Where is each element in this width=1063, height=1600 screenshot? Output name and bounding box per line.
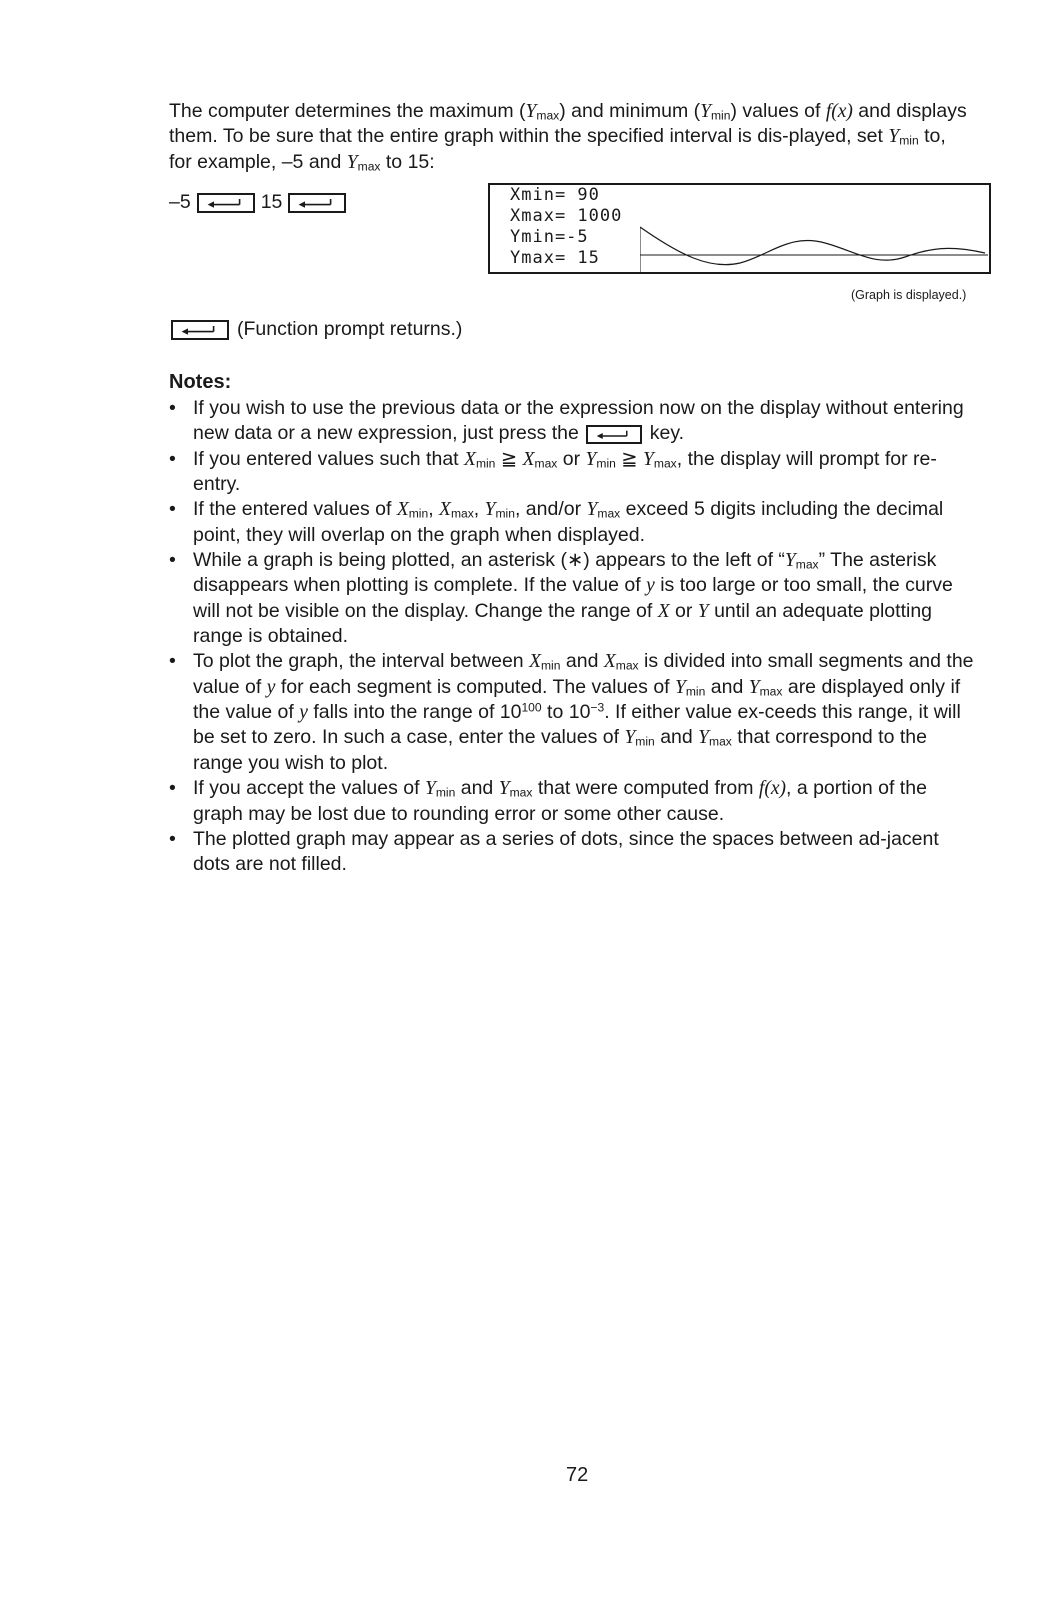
note-item: • While a graph is being plotted, an asterisk (∗) appears to the left of “$Y_{max}$” The asterisk disappears when plotting is complete. If the value of y is too large or too small, the curve will not be visible on the display. Change the range of X or Y until an adequate plotting range is obtained. <box>169 548 979 649</box>
note-item: • To plot the graph, the interval between $X_{min}$ and $X_{max}$ is divided into small segments and the value of y for each segment is computed. The values of $Y_{min}$ and $Y_{max}$ are displayed only if the value of y falls into the range of $10^{100}$ to $10^{-3}$. If either value ex-ceeds this range, it will be set to zero. In such a case, enter the values of $Y_{min}$ and $Y_{max}$ that correspond to the range you wish to plot. <box>169 649 979 776</box>
page-number: 72 <box>566 1464 589 1486</box>
prompt-text: (Function prompt returns.) <box>237 318 463 340</box>
enter-key-icon <box>171 320 229 340</box>
prompt-line <box>169 317 462 342</box>
enter-key-icon <box>197 193 255 213</box>
note-item: • The plotted graph may appear as a series of dots, since the spaces between ad-jacent dots are not filled. <box>169 827 979 878</box>
key-value-ymin: –5 <box>169 191 191 213</box>
enter-key-icon <box>288 193 346 213</box>
notes-heading: Notes: <box>169 371 232 393</box>
display-range-values: Xmin= 90 Xmax= 1000 Ymin=-5 Ymax= 15 <box>510 185 623 268</box>
key-sequence <box>169 190 348 215</box>
calculator-display <box>488 183 991 274</box>
notes-list <box>169 396 979 878</box>
enter-key-icon <box>586 425 642 444</box>
function-graph <box>640 185 990 273</box>
note-item: • If you entered values such that $X_{min}$ ≧ $X_{max}$ or $Y_{min}$ ≧ $Y_{max}$, the display will prompt for re-entry. <box>169 447 979 498</box>
graph-caption: (Graph is displayed.) <box>851 288 967 302</box>
note-item: • If you accept the values of $Y_{min}$ and $Y_{max}$ that were computed from f(x), a portion of the graph may be lost due to rounding error or some other cause. <box>169 776 979 827</box>
note-item: • If you wish to use the previous data or the expression now on the display without entering new data or a new expression, just press the key. <box>169 396 979 447</box>
intro-paragraph: The computer determines the maximum $(Y_{max})$ and minimum $(Y_{min})$ values of f(x) and displays them. To be sure that the entire graph within the specified interval is dis-played, set $Y_{min}$ to, for example, –5 and $Y_{max}$ to 15: <box>169 100 967 174</box>
key-value-ymax: 15 <box>260 191 283 213</box>
note-item: • If the entered values of $X_{min}$, $X_{max}$, $Y_{min}$, and/or $Y_{max}$ exceed 5 digits including the decimal point, they will overlap on the graph when displayed. <box>169 497 979 548</box>
